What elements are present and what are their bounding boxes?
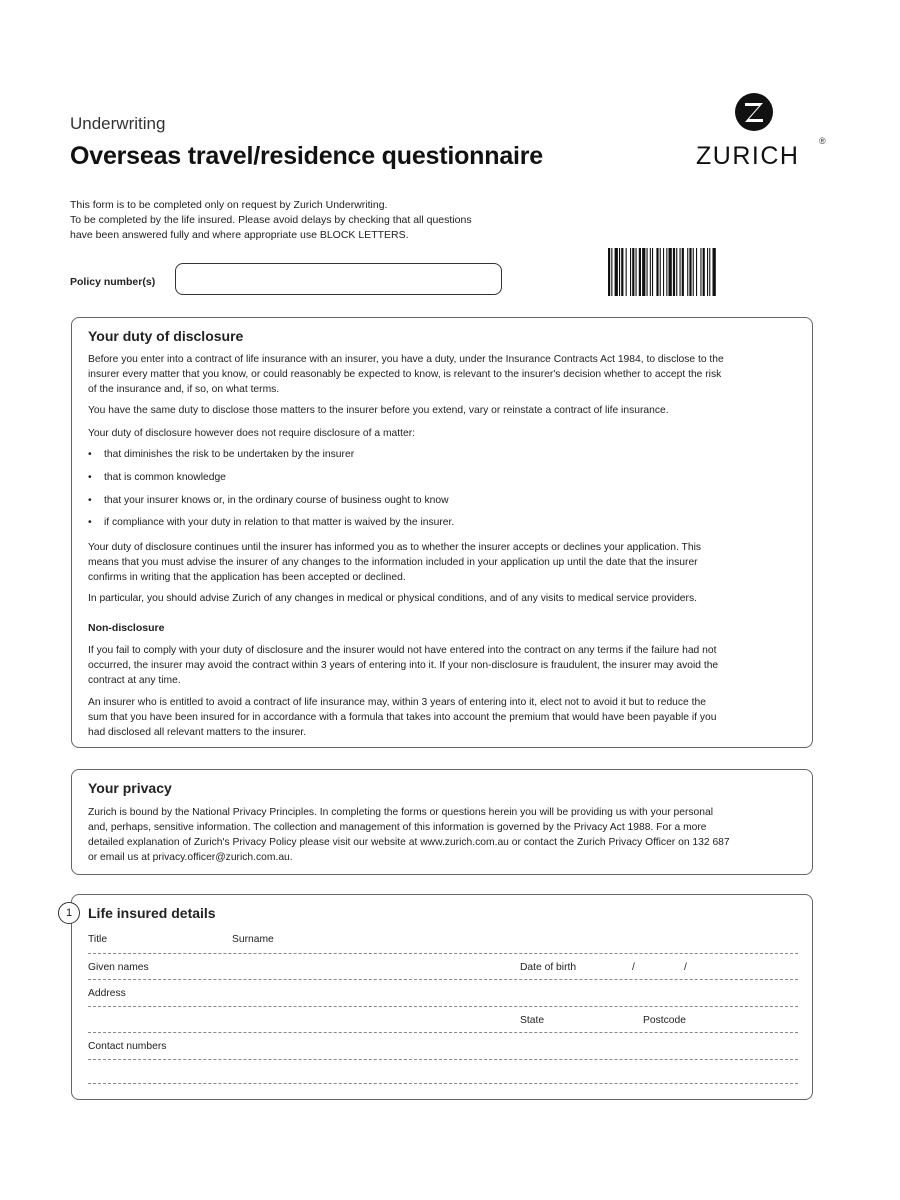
life-insured-heading: Life insured details [88, 905, 216, 921]
text-line: contract at any time. [88, 675, 181, 686]
disclosure-paragraph [88, 352, 798, 397]
text-line: or email us at privacy.officer@zurich.com.au. [88, 852, 293, 863]
text-line: insurer every matter that you know, or could reasonably be expected to know, is relevant to the insurer's decision whether to accept the risk [88, 369, 722, 380]
disclosure-paragraph [88, 643, 798, 688]
address-field-label: Address [88, 988, 126, 999]
privacy-heading: Your privacy [88, 780, 172, 796]
barcode-bar [676, 248, 677, 296]
list-item: • that diminishes the risk to be undertaken by the insurer [88, 449, 355, 460]
policy-number-input[interactable] [175, 263, 502, 295]
disclosure-paragraph [88, 426, 798, 441]
barcode-bar [632, 248, 634, 296]
address-input-line[interactable] [88, 1006, 798, 1007]
barcode-bar [687, 248, 688, 296]
contact-numbers-input-line[interactable] [88, 1083, 798, 1084]
text-line: An insurer who is entitled to avoid a contract of life insurance may, within 3 years of entering into it, elect not to avoid it but to reduce the [88, 697, 706, 708]
intro-line: To be completed by the life insured. Please avoid delays by checking that all questions [70, 214, 472, 226]
barcode-bar [700, 248, 701, 296]
text-line: Your duty of disclosure however does not require disclosure of a matter: [88, 428, 416, 439]
intro-line: This form is to be completed only on request by Zurich Underwriting. [70, 199, 388, 211]
barcode-bar [703, 248, 705, 296]
text-line: detailed explanation of Zurich's Privacy Policy please visit our website at www.zurich.com.au or contact the Zurich Privacy Officer on 132 687 [88, 837, 730, 848]
text-line: of the insurance and, if so, on what terms. [88, 384, 280, 395]
barcode-bar [693, 248, 694, 296]
text-line: Zurich is bound by the National Privacy Principles. In completing the forms or questions herein you will be providing us with your personal [88, 807, 713, 818]
barcode-bar [642, 248, 645, 296]
text-line: means that you must advise the insurer of any changes to the information included in your application up until the date that the insurer [88, 557, 698, 568]
disclosure-paragraph [88, 403, 798, 418]
surname-field-label: Surname [232, 934, 274, 945]
text-line: and, perhaps, sensitive information. The collection and management of this information is governed by the Privacy Act 1988. For a more [88, 822, 707, 833]
barcode-bar [696, 248, 697, 296]
text-line: confirms in writing that the application has been accepted or declined. [88, 572, 406, 583]
barcode-bar [608, 248, 610, 296]
disclosure-paragraph [88, 591, 798, 606]
disclosure-paragraph [88, 695, 798, 740]
section-eyebrow: Underwriting [70, 114, 166, 133]
barcode-bar [647, 248, 648, 296]
list-item-text: that diminishes the risk to be undertaken by the insurer [104, 449, 355, 460]
text-line: If you fail to comply with your duty of disclosure and the insurer would not have entered into the contract on any terms if the failure had not [88, 645, 717, 656]
zurich-logo [696, 92, 826, 174]
policy-number-label: Policy number(s) [70, 276, 156, 288]
contact-numbers-input-line[interactable] [88, 1059, 798, 1060]
barcode-bar [630, 248, 631, 296]
title-field-label: Title [88, 934, 108, 945]
text-line: In particular, you should advise Zurich of any changes in medical or physical conditions, and of any visits to medical service providers. [88, 593, 697, 604]
non-disclosure-heading: Non-disclosure [88, 622, 165, 634]
text-line: Before you enter into a contract of life insurance with an insurer, you have a duty, under the Insurance Contracts Act 1984, to disclose to the [88, 354, 724, 365]
state-field-label: State [520, 1015, 545, 1026]
barcode-bar [626, 248, 627, 296]
title-surname-input-line[interactable] [88, 953, 798, 954]
list-item: • that is common knowledge [88, 472, 226, 483]
page-title: Overseas travel/residence questionnaire [70, 142, 543, 170]
text-line: Your duty of disclosure continues until the insurer has informed you as to whether the insurer accepts or declines your application. This [88, 542, 702, 553]
dob-separator: / [632, 962, 635, 973]
privacy-paragraph [88, 805, 798, 865]
barcode-bar [682, 248, 684, 296]
postcode-field-label: Postcode [643, 1015, 686, 1026]
given-names-field-label: Given names [88, 962, 149, 973]
brand-registered-mark: ® [819, 136, 826, 146]
barcode-bar [619, 248, 620, 296]
barcode-bar [689, 248, 691, 296]
barcode-bar [680, 248, 681, 296]
list-item: • if compliance with your duty in relation to that matter is waived by the insurer. [88, 517, 455, 528]
barcode-bar [656, 248, 658, 296]
list-item-text: that your insurer knows or, in the ordinary course of business ought to know [104, 495, 449, 506]
duty-of-disclosure-section [71, 317, 813, 748]
dob-separator: / [684, 962, 687, 973]
barcode-bar [615, 248, 618, 296]
barcode-bar [663, 248, 664, 296]
barcode-bar [650, 248, 651, 296]
barcode-bar [666, 248, 667, 296]
text-line: had disclosed all relevant matters to the insurer. [88, 727, 307, 738]
barcode-bar [709, 248, 710, 296]
date-of-birth-field-label: Date of birth [520, 962, 577, 973]
list-item-text: if compliance with your duty in relation to that matter is waived by the insurer. [104, 517, 455, 528]
barcode-bar [660, 248, 661, 296]
barcode-bar [673, 248, 675, 296]
life-insured-section [71, 894, 813, 1100]
duty-of-disclosure-heading: Your duty of disclosure [88, 328, 244, 344]
section-number-badge: 1 [58, 902, 80, 924]
intro-line: have been answered fully and where appropriate use BLOCK LETTERS. [70, 229, 409, 241]
barcode-bar [636, 248, 637, 296]
barcode-bar [652, 248, 653, 296]
text-line: sum that you have been insured for in accordance with a formula that takes into account the premium that would have been payable if you [88, 712, 717, 723]
state-postcode-input-line[interactable] [88, 1032, 798, 1033]
list-item: • that your insurer knows or, in the ordinary course of business ought to know [88, 495, 449, 506]
barcode-bar [669, 248, 672, 296]
barcode [608, 248, 814, 296]
barcode-bar [639, 248, 641, 296]
given-names-dob-input-line[interactable] [88, 979, 798, 980]
privacy-section [71, 769, 813, 875]
list-item-text: that is common knowledge [104, 472, 226, 483]
zurich-z-icon [734, 92, 774, 132]
barcode-bar [713, 248, 716, 296]
text-line: You have the same duty to disclose those matters to the insurer before you extend, vary or reinstate a contract of life insurance. [88, 405, 669, 416]
barcode-bar [621, 248, 623, 296]
text-line: occurred, the insurer may avoid the contract within 3 years of entering into it. If your non-disclosure is fraudulent, the insurer may avoid the [88, 660, 719, 671]
barcode-bar [611, 248, 612, 296]
intro-text [70, 198, 550, 243]
brand-name: ZURICH [696, 142, 800, 170]
disclosure-paragraph [88, 540, 798, 585]
contact-numbers-field-label: Contact numbers [88, 1041, 167, 1052]
barcode-bar [707, 248, 708, 296]
